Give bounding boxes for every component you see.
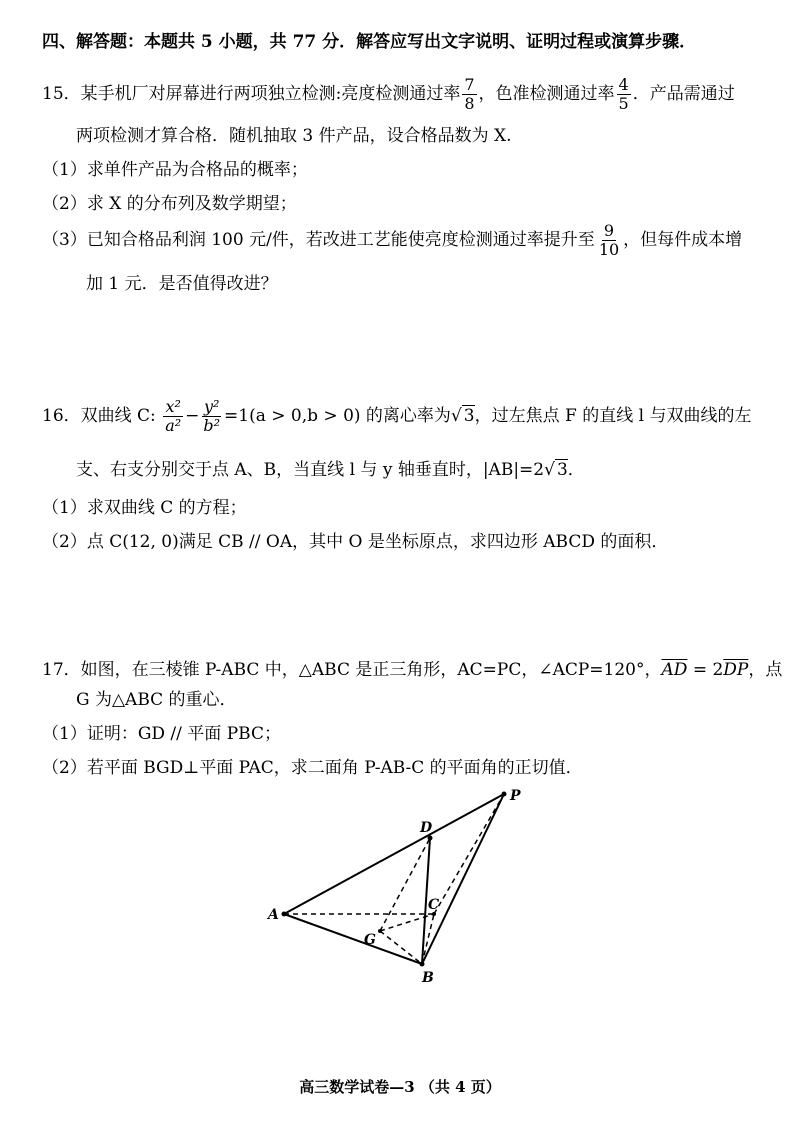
edge-ab [284, 914, 422, 964]
q16-line1-pre: 16．双曲线 C: [42, 406, 156, 426]
q15-line2: 两项检测才算合格．随机抽取 3 件产品，设合格品数为 X. [76, 126, 512, 146]
q16-eq-den2: b² [203, 416, 221, 435]
q15-part3-pre: （3）已知合格品利润 100 元/件，若改进工艺能使亮度检测通过率提升至 [42, 230, 595, 250]
vertex-a [282, 912, 287, 917]
q16-eq-den1: a² [165, 416, 182, 435]
label-g: G [364, 932, 376, 948]
q16-line2-post: ． [567, 460, 585, 480]
q15-frac2-den: 5 [618, 94, 629, 113]
q16-eq-num1: x² [165, 397, 181, 416]
label-d: D [420, 820, 433, 836]
q15-part3-line2: 加 1 元．是否值得改进？ [86, 274, 278, 294]
q15-fraction-brightness [462, 76, 476, 113]
q15-frac1-num: 7 [464, 75, 475, 94]
q17-part1: （1）证明：GD // 平面 PBC； [42, 724, 281, 744]
q15-frac3-num: 9 [603, 221, 615, 240]
vertex-b [420, 962, 425, 967]
q16-line1-post: ，过左焦点 F 的直线 l 与双曲线的左 [474, 406, 752, 426]
q16-eq-num2: y² [203, 397, 220, 416]
q16-sqrt-ab: √ 3 [544, 460, 568, 480]
q17-line1 [42, 658, 782, 682]
q15-fraction-color [617, 76, 631, 113]
q17-line1-post: ，点 [748, 660, 783, 680]
q15-part1: （1）求单件产品为合格品的概率； [42, 160, 308, 180]
q16-line1 [42, 398, 751, 435]
label-a: A [268, 907, 279, 923]
q15-fraction-improved [597, 222, 621, 259]
q16-part2: （2）点 C(12, 0)满足 CB // OA，其中 O 是坐标原点，求四边形 ABCD 的面积． [42, 532, 669, 552]
q17-line2: G 为△ABC 的重心． [76, 690, 237, 710]
q15-frac1-den: 8 [464, 94, 475, 113]
q17-line1-pre: 17．如图，在三棱锥 P-ABC 中，△ABC 是正三角形，AC=PC，∠ACP=120°， [42, 660, 662, 680]
vertex-p [502, 792, 507, 797]
q17-part2: （2）若平面 BGD⊥平面 PAC，求二面角 P-AB-C 的平面角的正切值． [42, 758, 583, 778]
q16-eq-frac-y [201, 398, 222, 435]
edge-gc [380, 914, 434, 931]
q15-part3 [42, 222, 742, 259]
label-c: C [428, 897, 440, 913]
q16-sqrt2-radicand: 3 [556, 460, 568, 480]
q17-vector-dp: $\overline{DP}$ [723, 660, 749, 680]
q16-eq-post: =1(a > 0,b > 0) 的离心率为 [224, 406, 451, 426]
q16-line2-pre: 支、右支分别交于点 A、B，当直线 l 与 y 轴垂直时，|AB|=2 [76, 460, 545, 480]
q16-part1: （1）求双曲线 C 的方程； [42, 498, 247, 518]
q15-line1-pre: 15．某手机厂对屏幕进行两项独立检测:亮度检测通过率 [42, 84, 461, 104]
edge-gb [380, 931, 422, 964]
q15-part2: （2）求 X 的分布列及数学期望； [42, 194, 297, 214]
label-p: P [510, 788, 521, 804]
q15-line1 [42, 76, 735, 113]
q17-vector-ad: $\overline{AD}$ [661, 660, 688, 680]
q16-sqrt-eccentricity: √ 3 [450, 406, 475, 426]
q15-line1-post: ．产品需通过 [632, 84, 735, 104]
q15-line1-mid: ，色准检测通过率 [478, 84, 615, 104]
section-title: 四、解答题：本题共 5 小题，共 77 分．解答应写出文字说明、证明过程或演算步骤． [42, 32, 697, 52]
vertex-d [428, 836, 433, 841]
edge-gd [380, 838, 430, 931]
tetrahedron-figure [250, 780, 550, 990]
label-b: B [422, 970, 434, 986]
q16-eq-minus: − [185, 406, 200, 426]
q16-sqrt1-radicand: 3 [463, 406, 475, 426]
q16-eq-frac-x [163, 398, 183, 435]
edge-ap [284, 794, 504, 914]
vertex-g [378, 929, 382, 933]
q16-line2 [76, 458, 585, 482]
q15-frac3-den: 10 [598, 240, 620, 259]
edge-bp [422, 794, 504, 964]
q15-frac2-num: 4 [618, 75, 629, 94]
q17-vector-eq: = 2 [687, 660, 724, 680]
q15-part3-post: ，但每件成本增 [623, 230, 743, 250]
page-footer: 高三数学试卷—3 （共 4 页） [299, 1078, 501, 1096]
